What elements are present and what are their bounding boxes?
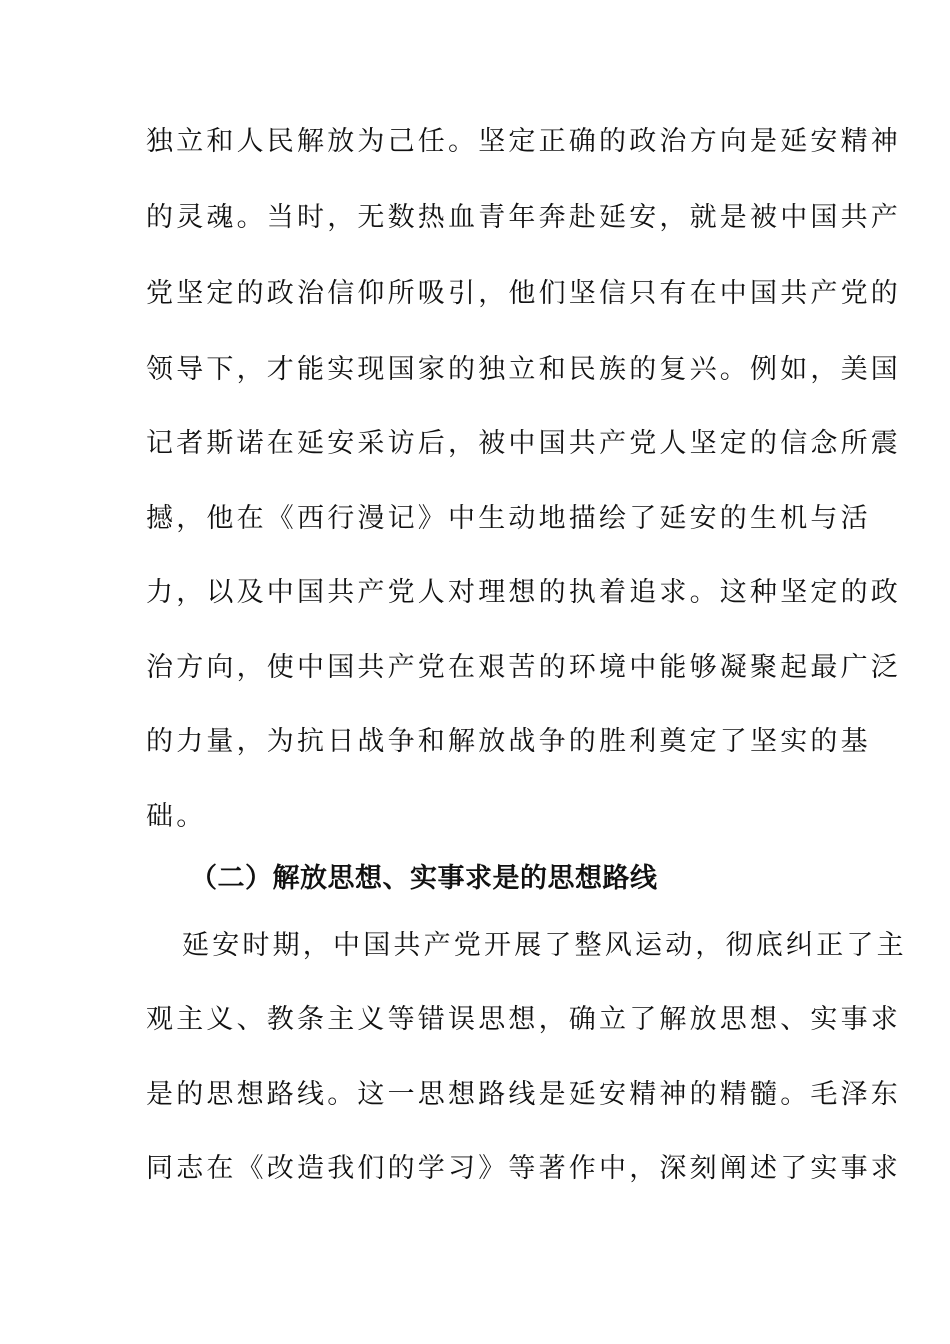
body-text-line: 的灵魂。当时，无数热血青年奔赴延安，就是被中国共产 bbox=[146, 202, 901, 233]
body-text-line: 独立和人民解放为己任。坚定正确的政治方向是延安精神 bbox=[146, 126, 901, 157]
body-text-line: 的力量，为抗日战争和解放战争的胜利奠定了坚实的基 bbox=[146, 726, 871, 757]
body-text-line: 领导下，才能实现国家的独立和民族的复兴。例如，美国 bbox=[146, 354, 901, 385]
body-text-line-indented: 延安时期，中国共产党开展了整风运动，彻底纠正了主 bbox=[182, 930, 907, 961]
body-text-line: 力，以及中国共产党人对理想的执着追求。这种坚定的政 bbox=[146, 577, 901, 608]
body-text-line: 党坚定的政治信仰所吸引，他们坚信只有在中国共产党的 bbox=[146, 278, 901, 309]
body-text-line: 观主义、教条主义等错误思想，确立了解放思想、实事求 bbox=[146, 1004, 901, 1035]
body-text-line: 治方向，使中国共产党在艰苦的环境中能够凝聚起最广泛 bbox=[146, 652, 901, 683]
body-text-line: 础。 bbox=[146, 801, 207, 832]
body-text-line: 撼，他在《西行漫记》中生动地描绘了延安的生机与活 bbox=[146, 503, 871, 534]
body-text-line: 同志在《改造我们的学习》等著作中，深刻阐述了实事求 bbox=[146, 1153, 901, 1184]
body-text-line: 是的思想路线。这一思想路线是延安精神的精髓。毛泽东 bbox=[146, 1079, 901, 1110]
body-text-line: 记者斯诺在延安采访后，被中国共产党人坚定的信念所震 bbox=[146, 428, 901, 459]
section-heading: （二）解放思想、实事求是的思想路线 bbox=[190, 863, 658, 894]
